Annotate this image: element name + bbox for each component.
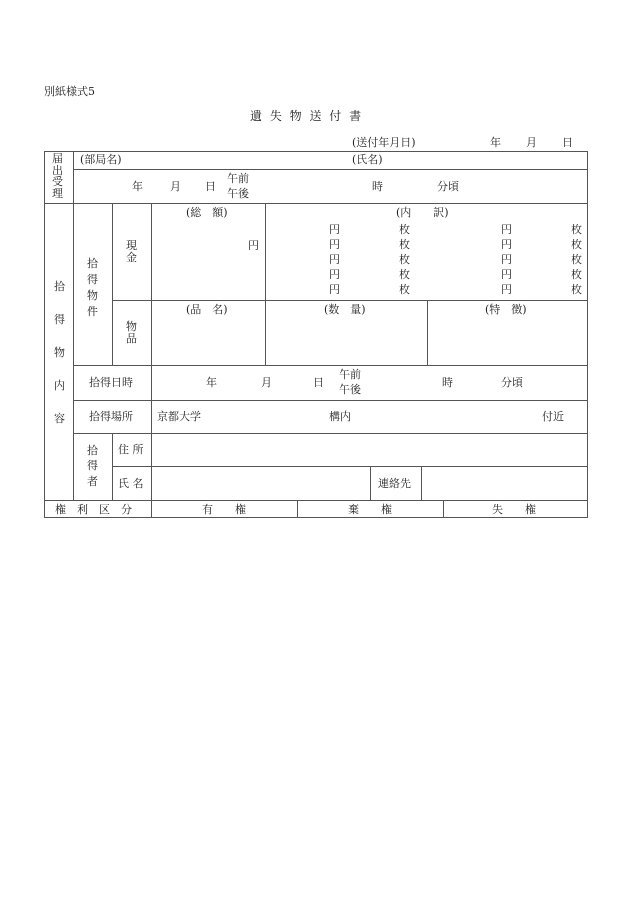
yen-unit: 円 <box>501 268 512 281</box>
yen-unit: 円 <box>501 238 512 251</box>
count-unit: 枚 <box>571 238 582 251</box>
goods-name-label: (品 名) <box>186 303 228 316</box>
found-am: 午前 <box>339 368 361 381</box>
yen-unit: 円 <box>329 253 340 266</box>
reception-name-label: (氏名) <box>352 153 383 166</box>
found-contents-label-4: 内 <box>54 379 65 392</box>
yen-unit: 円 <box>329 238 340 251</box>
reception-minute: 分頃 <box>437 180 459 193</box>
finder-address-field[interactable] <box>152 434 587 465</box>
found-month: 月 <box>261 376 272 389</box>
reception-hour: 時 <box>372 180 383 193</box>
yen-unit: 円 <box>329 268 340 281</box>
cash-breakdown-label: (内 訳) <box>396 206 449 219</box>
reception-pm: 午後 <box>227 187 249 200</box>
found-place-university: 京都大学 <box>157 410 201 423</box>
send-date-month: 月 <box>526 136 537 149</box>
reception-day: 日 <box>205 180 216 193</box>
count-unit: 枚 <box>399 253 410 266</box>
found-datetime-label: 拾得日時 <box>89 376 133 389</box>
count-unit: 枚 <box>571 223 582 236</box>
found-place-label: 拾得場所 <box>89 410 133 423</box>
found-year: 年 <box>206 376 217 389</box>
goods-quantity-label: (数 量) <box>324 303 366 316</box>
cash-total-label: (総 額) <box>186 206 228 219</box>
found-item-label: 拾得物件 <box>87 257 98 318</box>
rights-option-waived[interactable]: 棄 権 <box>348 503 392 516</box>
found-place-field[interactable] <box>365 402 535 432</box>
rights-option-owner[interactable]: 有 権 <box>202 503 246 516</box>
found-day: 日 <box>313 376 324 389</box>
reception-year: 年 <box>132 180 143 193</box>
reception-name-field[interactable] <box>395 152 585 168</box>
count-unit: 枚 <box>571 268 582 281</box>
dept-label: (部局名) <box>80 153 122 166</box>
finder-label: 拾得者 <box>87 444 98 488</box>
finder-contact-label: 連絡先 <box>378 477 411 490</box>
finder-contact-field[interactable] <box>422 467 587 499</box>
cash-total-yen: 円 <box>248 239 259 252</box>
yen-unit: 円 <box>501 253 512 266</box>
found-contents-label-5: 容 <box>54 412 65 425</box>
reception-label: 届出受理 <box>52 152 63 200</box>
yen-unit: 円 <box>329 223 340 236</box>
goods-features-field[interactable] <box>428 318 587 364</box>
finder-address-label: 住 所 <box>118 443 144 456</box>
page-title: 遺 失 物 送 付 書 <box>250 109 364 123</box>
goods-label: 物品 <box>126 320 137 345</box>
found-contents-label-1: 拾 <box>54 280 65 293</box>
reception-month: 月 <box>170 180 181 193</box>
found-contents-label-2: 得 <box>54 313 65 326</box>
cash-total-field[interactable] <box>152 222 264 299</box>
found-minute: 分頃 <box>501 376 523 389</box>
rights-label: 権 利 区 分 <box>55 503 132 516</box>
count-unit: 枚 <box>571 283 582 296</box>
count-unit: 枚 <box>399 268 410 281</box>
reception-am: 午前 <box>227 172 249 185</box>
goods-name-field[interactable] <box>152 318 264 364</box>
send-date-day: 日 <box>562 136 573 149</box>
goods-features-label: (特 徴) <box>485 303 527 316</box>
form-number: 別紙様式5 <box>44 85 95 98</box>
dept-field[interactable] <box>150 152 345 168</box>
found-place-campus: 構内 <box>329 410 351 423</box>
count-unit: 枚 <box>399 238 410 251</box>
goods-quantity-field[interactable] <box>266 318 426 364</box>
count-unit: 枚 <box>571 253 582 266</box>
yen-unit: 円 <box>501 223 512 236</box>
found-contents-label-3: 物 <box>54 346 65 359</box>
rights-option-lost[interactable]: 失 権 <box>492 503 536 516</box>
send-date-year: 年 <box>490 136 501 149</box>
cash-label: 現金 <box>126 239 137 264</box>
finder-name-label: 氏 名 <box>118 477 144 490</box>
found-hour: 時 <box>442 376 453 389</box>
found-place-vicinity: 付近 <box>542 410 564 423</box>
send-date-label: (送付年月日) <box>352 136 416 149</box>
yen-unit: 円 <box>501 283 512 296</box>
yen-unit: 円 <box>329 283 340 296</box>
count-unit: 枚 <box>399 283 410 296</box>
found-pm: 午後 <box>339 383 361 396</box>
count-unit: 枚 <box>399 223 410 236</box>
finder-name-field[interactable] <box>152 467 369 499</box>
